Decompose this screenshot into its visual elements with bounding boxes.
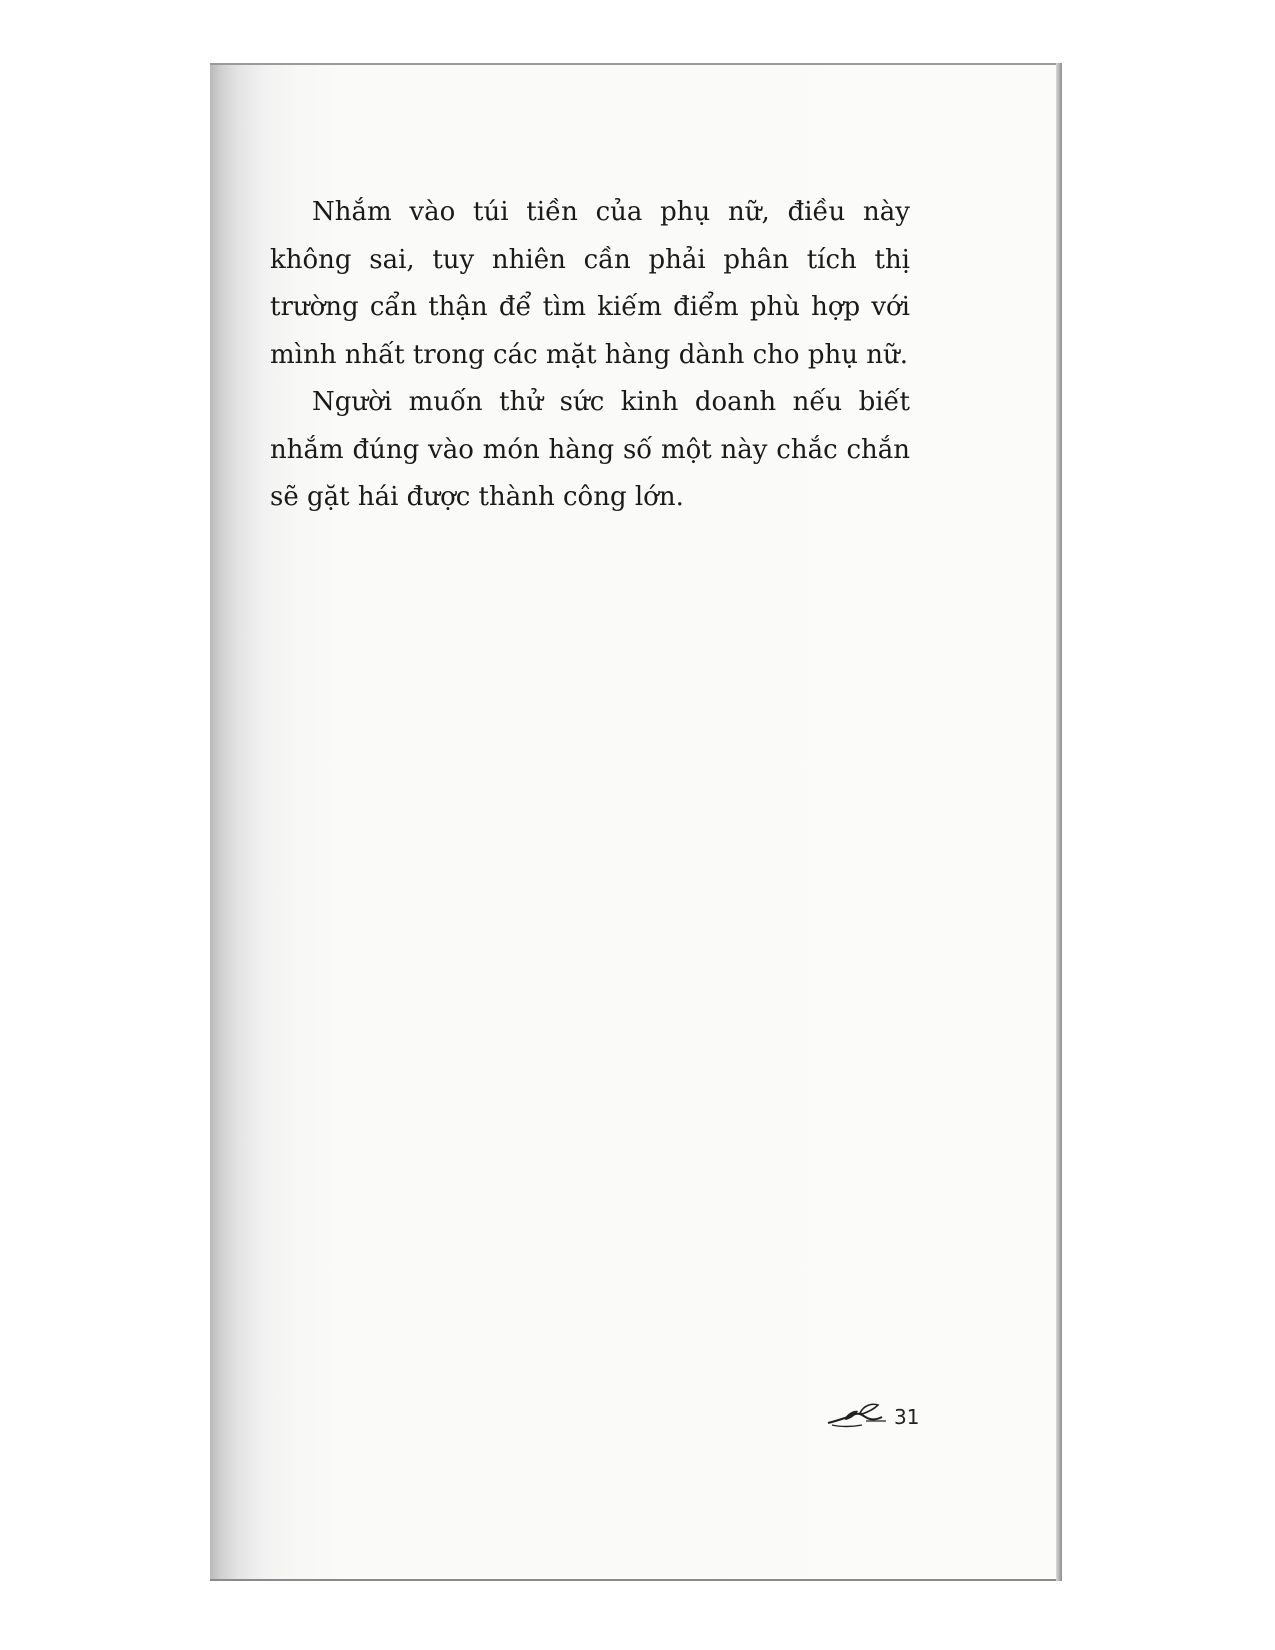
paragraph-2: Người muốn thử sức kinh doanh nếu biết nhắm đúng vào món hàng số một này chắc chắn sẽ gặt hái được thành công lớn.	[270, 387, 910, 512]
page-number: 31	[894, 1405, 920, 1429]
bird-ornament-icon	[826, 1401, 888, 1434]
page-footer	[826, 1402, 919, 1432]
page-edge	[1056, 63, 1062, 1581]
body-text	[270, 189, 910, 522]
paragraph-1: Nhắm vào túi tiền của phụ nữ, điều này không sai, tuy nhiên cần phải phân tích thị trường cẩn thận để tìm kiếm điểm phù hợp với mình nhất trong các mặt hàng dành cho phụ nữ.	[270, 197, 910, 370]
